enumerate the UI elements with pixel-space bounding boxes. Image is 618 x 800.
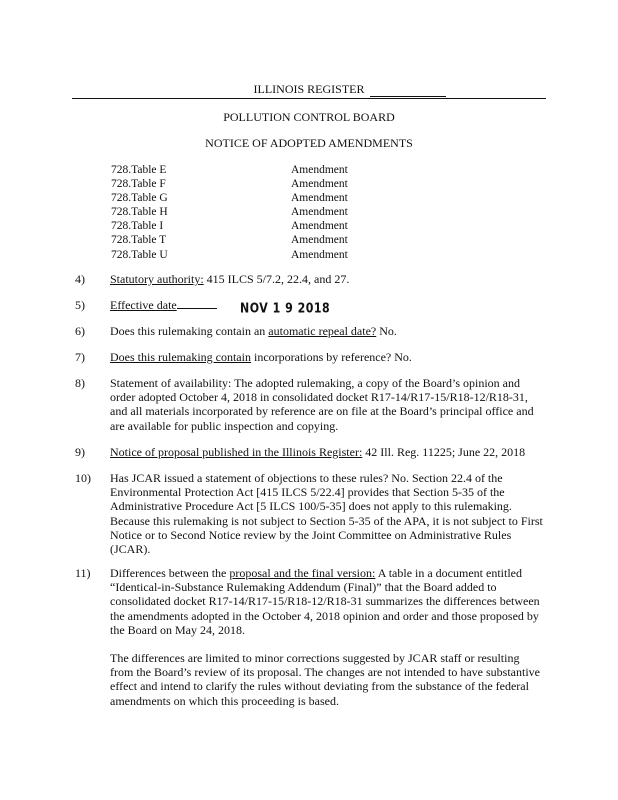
list-item: 728.Table E Amendment — [111, 164, 348, 176]
list-item: 728.Table U Amendment — [111, 248, 348, 261]
agency-heading: POLLUTION CONTROL BOARD — [223, 110, 395, 124]
list-item: 728.Table G Amendment — [111, 192, 348, 205]
differences-paragraph-2: The differences are limited to minor corrections suggested by JCAR staff or resulting from the Board’s review of its proposal. The changes are not intended to have substantive effect and intend to clarify the rules without deviating from the substance of the federal amendments on which this proceeding is based. — [110, 651, 540, 708]
register-title: ILLINOIS REGISTER — [72, 83, 546, 99]
list-item: 728.Table T Amendment — [111, 234, 348, 247]
list-item: 728.Table F Amendment — [111, 178, 348, 191]
amended-tables-list — [111, 163, 348, 262]
document-page: ILLINOIS REGISTER POLLUTION CONTROL BOARD NOTICE OF ADOPTED AMENDMENTS 728.Table E Amendment 728.Table F Amendment 728.Table G Amendment 728.Table H Amendment 728.Table I Amendment 728.Table T Amendment 728.Table U Amendment 4) Statutory authority: 415 ILCS 5/7.2, 22.4, and 27. 5) Effective date NOV 1 9 2018 6) Does this rulemaking contain an automatic repeal date? No. 7) Does this rulemaking contain incorporations by reference? No. 8) Statement of availability: The adopted rulemaking, a copy of the Board’s opinion and order adopted October 4, 2018 in consolidated docket R17-14/R17-15/R18-12/R18-31, and all materials incorporated by reference are on file at the Board’s principal office and are available for public inspection and copying. 9) Notice of proposal published in the Illinois Register: 42 Ill. Reg. 11225; June 22, 2018 10) Has JCAR issued a statement of objections to these rules? No. Section 22.4 of the Environmental Protection Act [415 ILCS 5/22.4] provides that Section 5-35 of the Administrative Procedure Act [5 ILCS 100/5-35] does not apply to this rulemaking. Because this rulemaking is not subject to Section 5-35 of the APA, it is not subject to First Notice or to Second Notice review by the Joint Committee on Administrative Rules (JCAR). 11) Differences between the proposal and the final version: A table in a document entitled “Identical-in-Substance Rulemaking Addendum (Final)” that the Board added to consolidated docket R17-14/R17-15/R18-12/R18-31 summarizes the differences between the amendments adopted in the October 4, 2018 opinion and order and those proposed by the Board on May 24, 2018. The differences are limited to minor corrections suggested by JCAR staff or resulting from the Board’s review of its proposal. The changes are not intended to have substantive effect and intend to clarify the rules without deviating from the substance of the federal amendments on which this proceeding is based. — [0, 0, 618, 800]
register-underline — [370, 96, 446, 97]
notice-heading: NOTICE OF ADOPTED AMENDMENTS — [205, 136, 413, 150]
list-item: 728.Table H Amendment — [111, 206, 348, 219]
date-stamp: NOV 1 9 2018 — [240, 300, 331, 317]
list-item: 728.Table I Amendment — [111, 220, 348, 233]
